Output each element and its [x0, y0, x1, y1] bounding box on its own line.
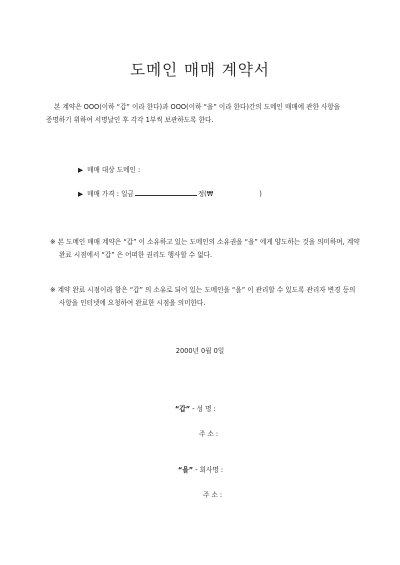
party-b-label: “을” — [178, 466, 194, 474]
price-label: 매매 가격 : 일금 — [87, 190, 134, 198]
party-b-company-line — [178, 464, 223, 474]
party-b-address-line — [203, 489, 222, 499]
party-a-name-line — [175, 403, 216, 413]
arrow-right-icon: ▶ — [78, 166, 84, 174]
intro-text: 본 계약은 OOO(이하 “갑” 이라 한다)과 OOO(이하 “을” 이라 한다)간의 도메인 매매에 관한 사항을 증명하기 위하여 서명날인 후 각각 1부씩 보관하도록 한다. — [46, 103, 341, 124]
document-title: 도메인 매매 계약서 — [130, 61, 270, 79]
price-close: ) — [259, 190, 262, 198]
party-a-address-line — [199, 428, 218, 438]
party-b-address-label: 주 소 : — [203, 491, 223, 499]
price-blank-line — [135, 188, 197, 196]
domain-target-label: 매매 대상 도메인 : — [87, 166, 141, 174]
domain-target-item — [78, 164, 140, 174]
note-text: ※ 본 도메인 매매 계약은 “갑” 이 소유하고 있는 도메인의 소유권을 “을” 에게 양도하는 것을 의미하며, 계약 완료 시점에서 “갑” 은 어떠한 권리도 행사할 수 없다. — [50, 238, 360, 259]
party-b-company-label: - 회사명 : — [195, 466, 224, 474]
note-completion — [50, 284, 368, 309]
party-a-label: “갑” — [175, 405, 191, 413]
party-a-name-label: - 성 명 : — [192, 405, 216, 413]
price-item — [78, 188, 262, 198]
note-transfer — [50, 236, 368, 261]
contract-date: 2000년 0월 0일 — [175, 347, 225, 355]
arrow-right-icon: ▶ — [78, 190, 84, 198]
note-text: ※ 계약 완료 시점이라 함은 “갑” 의 소유로 되어 있는 도메인을 “을” 이 관리할 수 있도록 관리자 변경 등의 사항을 인터넷에 요청하여 완료한 시점을 의미한다. — [50, 286, 356, 307]
price-unit: 정(₩ — [197, 190, 214, 198]
party-a-address-label: 주 소 : — [199, 430, 219, 438]
intro-paragraph — [46, 101, 356, 127]
